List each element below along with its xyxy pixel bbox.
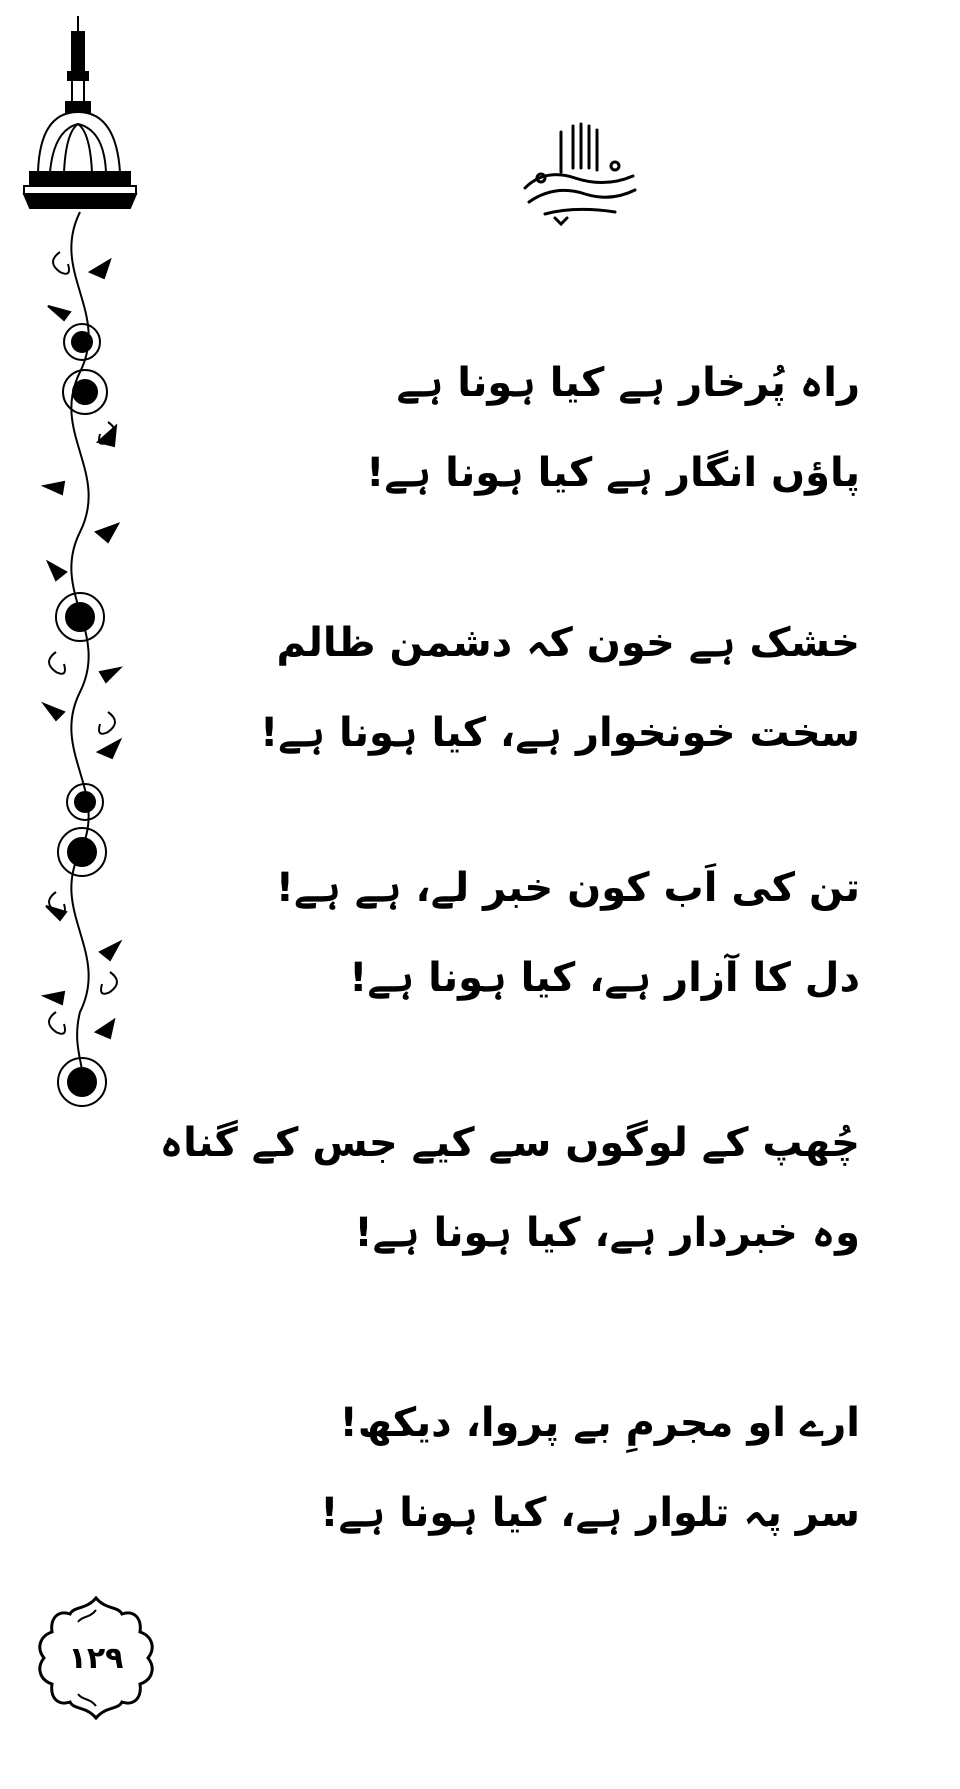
verse-line: تن کی اَب کون خبر لے، ہے ہے! (275, 865, 860, 911)
verse-line: چُھپ کے لوگوں سے کیے جس کے گناہ (159, 1120, 860, 1166)
verse-line: سخت خونخوار ہے، کیا ہونا ہے! (259, 710, 860, 756)
floral-vine-icon (44, 212, 120, 1106)
minaret-icon (24, 16, 136, 208)
verse-line: راہ پُرخار ہے کیا ہونا ہے (396, 360, 860, 406)
verse-line: خشک ہے خون کہ دشمن ظالم (276, 620, 860, 666)
verse-4 (159, 1098, 860, 1278)
salawat-calligraphy-icon (515, 118, 645, 228)
verse-line: وہ خبردار ہے، کیا ہونا ہے! (354, 1210, 860, 1256)
verse-line: سر پہ تلوار ہے، کیا ہونا ہے! (320, 1490, 860, 1536)
verse-5 (300, 1378, 860, 1558)
page-number: ۱۲۹ (68, 1640, 124, 1676)
page-number-badge (30, 1592, 162, 1724)
verse-line: ارے او مجرمِ بے پروا، دیکھ! (339, 1400, 860, 1446)
verse-line: دل کا آزار ہے، کیا ہونا ہے! (349, 955, 860, 1001)
verse-3 (275, 843, 860, 1023)
minaret-vine-ornament (20, 12, 150, 1112)
verse-1 (300, 338, 860, 518)
verse-line: پاؤں انگار ہے کیا ہونا ہے! (366, 450, 860, 496)
verse-2 (259, 598, 860, 778)
